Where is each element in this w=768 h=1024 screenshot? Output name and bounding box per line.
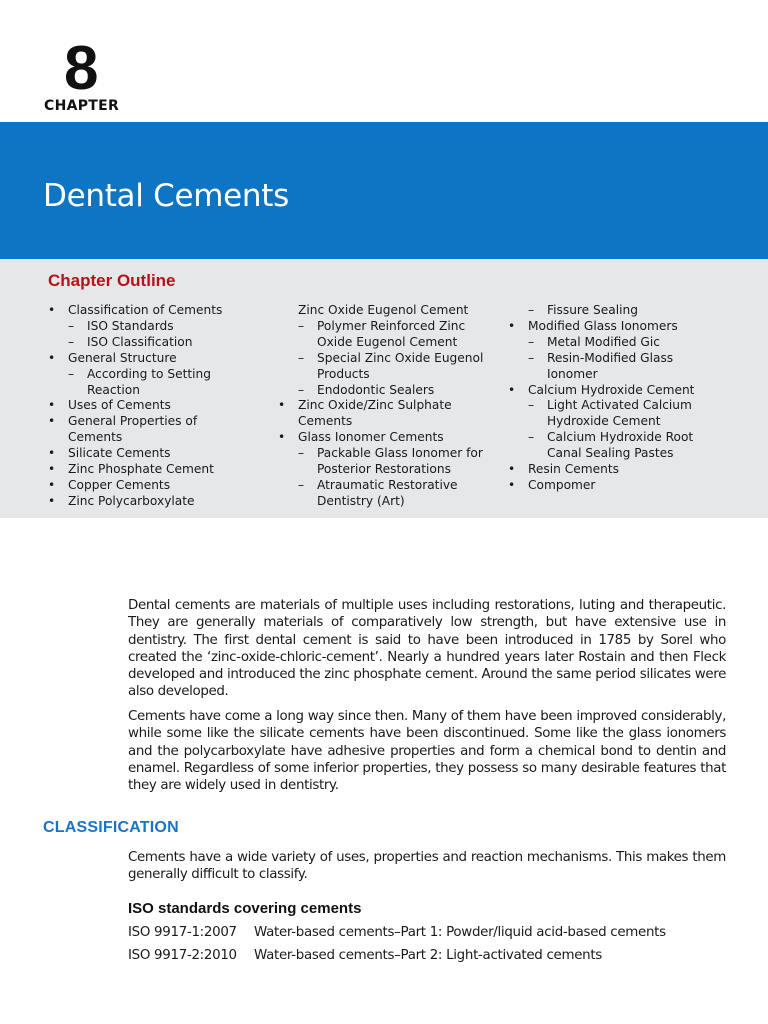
outline-item: • Zinc Polycarboxylate <box>48 494 263 510</box>
outline-item: • Classification of Cements <box>48 303 263 319</box>
outline-item: • Uses of Cements <box>48 398 263 414</box>
outline-subitem: – Endodontic Sealers <box>278 383 488 399</box>
outline-subitem: – Special Zinc Oxide Eugenol Products <box>278 351 487 383</box>
outline-item: • Glass Ionomer Cements <box>278 430 488 446</box>
chapter-label: CHAPTER <box>44 98 120 114</box>
outline-item: • Modified Glass Ionomers <box>508 319 718 335</box>
outline-subitem: – Atraumatic Restorative Dentistry (Art) <box>278 478 467 510</box>
outline-item: • General Structure <box>48 351 263 367</box>
outline-item: • Calcium Hydroxide Cement <box>508 383 718 399</box>
outline-subitem: – ISO Standards <box>48 319 263 335</box>
iso-standards-subheading: ISO standards covering cements <box>128 900 362 917</box>
outline-item-continued: Zinc Oxide Eugenol Cement <box>298 303 469 317</box>
outline-subitem: – Resin-Modified Glass Ionomer <box>508 351 677 383</box>
iso-code: ISO 9917-1:2007 <box>128 925 237 940</box>
title-banner <box>0 122 768 259</box>
iso-description: Water-based cements–Part 1: Powder/liquid acid-based cements <box>254 925 666 940</box>
outline-item: • General Properties of Cements <box>48 414 208 446</box>
outline-subitem: – Fissure Sealing <box>508 303 718 319</box>
outline-subitem: – ISO Classification <box>48 335 263 351</box>
outline-item: • Zinc Phosphate Cement <box>48 462 263 478</box>
outline-item: • Silicate Cements <box>48 446 263 462</box>
outline-subitem: – Polymer Reinforced Zinc Oxide Eugenol Cement <box>278 319 467 351</box>
outline-subitem: – Packable Glass Ionomer for Posterior Restorations <box>278 446 487 478</box>
outline-column-3 <box>508 303 718 494</box>
outline-item: • Compomer <box>508 478 718 494</box>
iso-code: ISO 9917-2:2010 <box>128 948 237 963</box>
outline-subitem: – Light Activated Calcium Hydroxide Cement <box>508 398 697 430</box>
outline-column-2 <box>278 303 488 510</box>
chapter-outline-box <box>0 259 768 518</box>
intro-paragraph-2: Cements have come a long way since then. Many of them have been improved considerably, while some like the silicate cements have been discontinued. Some like the glass ionomers and the polycarboxylate have adhesive properties and form a chemical bond to dentin and enamel. Regardless of some inferior properties, they possess so many desirable features that they are widely used in dentistry. <box>128 709 726 794</box>
outline-item: • Copper Cements <box>48 478 263 494</box>
outline-subitem: – According to Setting Reaction <box>48 367 237 399</box>
outline-subitem: – Calcium Hydroxide Root Canal Sealing Pastes <box>508 430 702 462</box>
outline-subitem: – Metal Modified Gic <box>508 335 718 351</box>
page-title: Dental Cements <box>43 178 289 214</box>
section-heading-classification: CLASSIFICATION <box>43 819 179 836</box>
chapter-number: 8 <box>64 34 99 103</box>
intro-paragraph-1: Dental cements are materials of multiple uses including restorations, luting and therapeutic. They are generally materials of comparatively low strength, but have extensive use in dentistry. The first dental cement is said to have been introduced in 1785 by Sorel who created the ‘zinc-oxide-chloric-cement’. Nearly a hundred years later Rostain and then Fleck developed and introduced the zinc phosphate cement. Around the same period silicates were also developed. <box>128 598 726 700</box>
outline-column-1 <box>48 303 263 510</box>
outline-heading: Chapter Outline <box>48 271 176 290</box>
outline-item: • Resin Cements <box>508 462 718 478</box>
outline-item: • Zinc Oxide/Zinc Sulphate Cements <box>278 398 458 430</box>
classification-paragraph: Cements have a wide variety of uses, properties and reaction mechanisms. This makes them generally difficult to classify. <box>128 850 726 883</box>
iso-description: Water-based cements–Part 2: Light-activated cements <box>254 948 602 963</box>
